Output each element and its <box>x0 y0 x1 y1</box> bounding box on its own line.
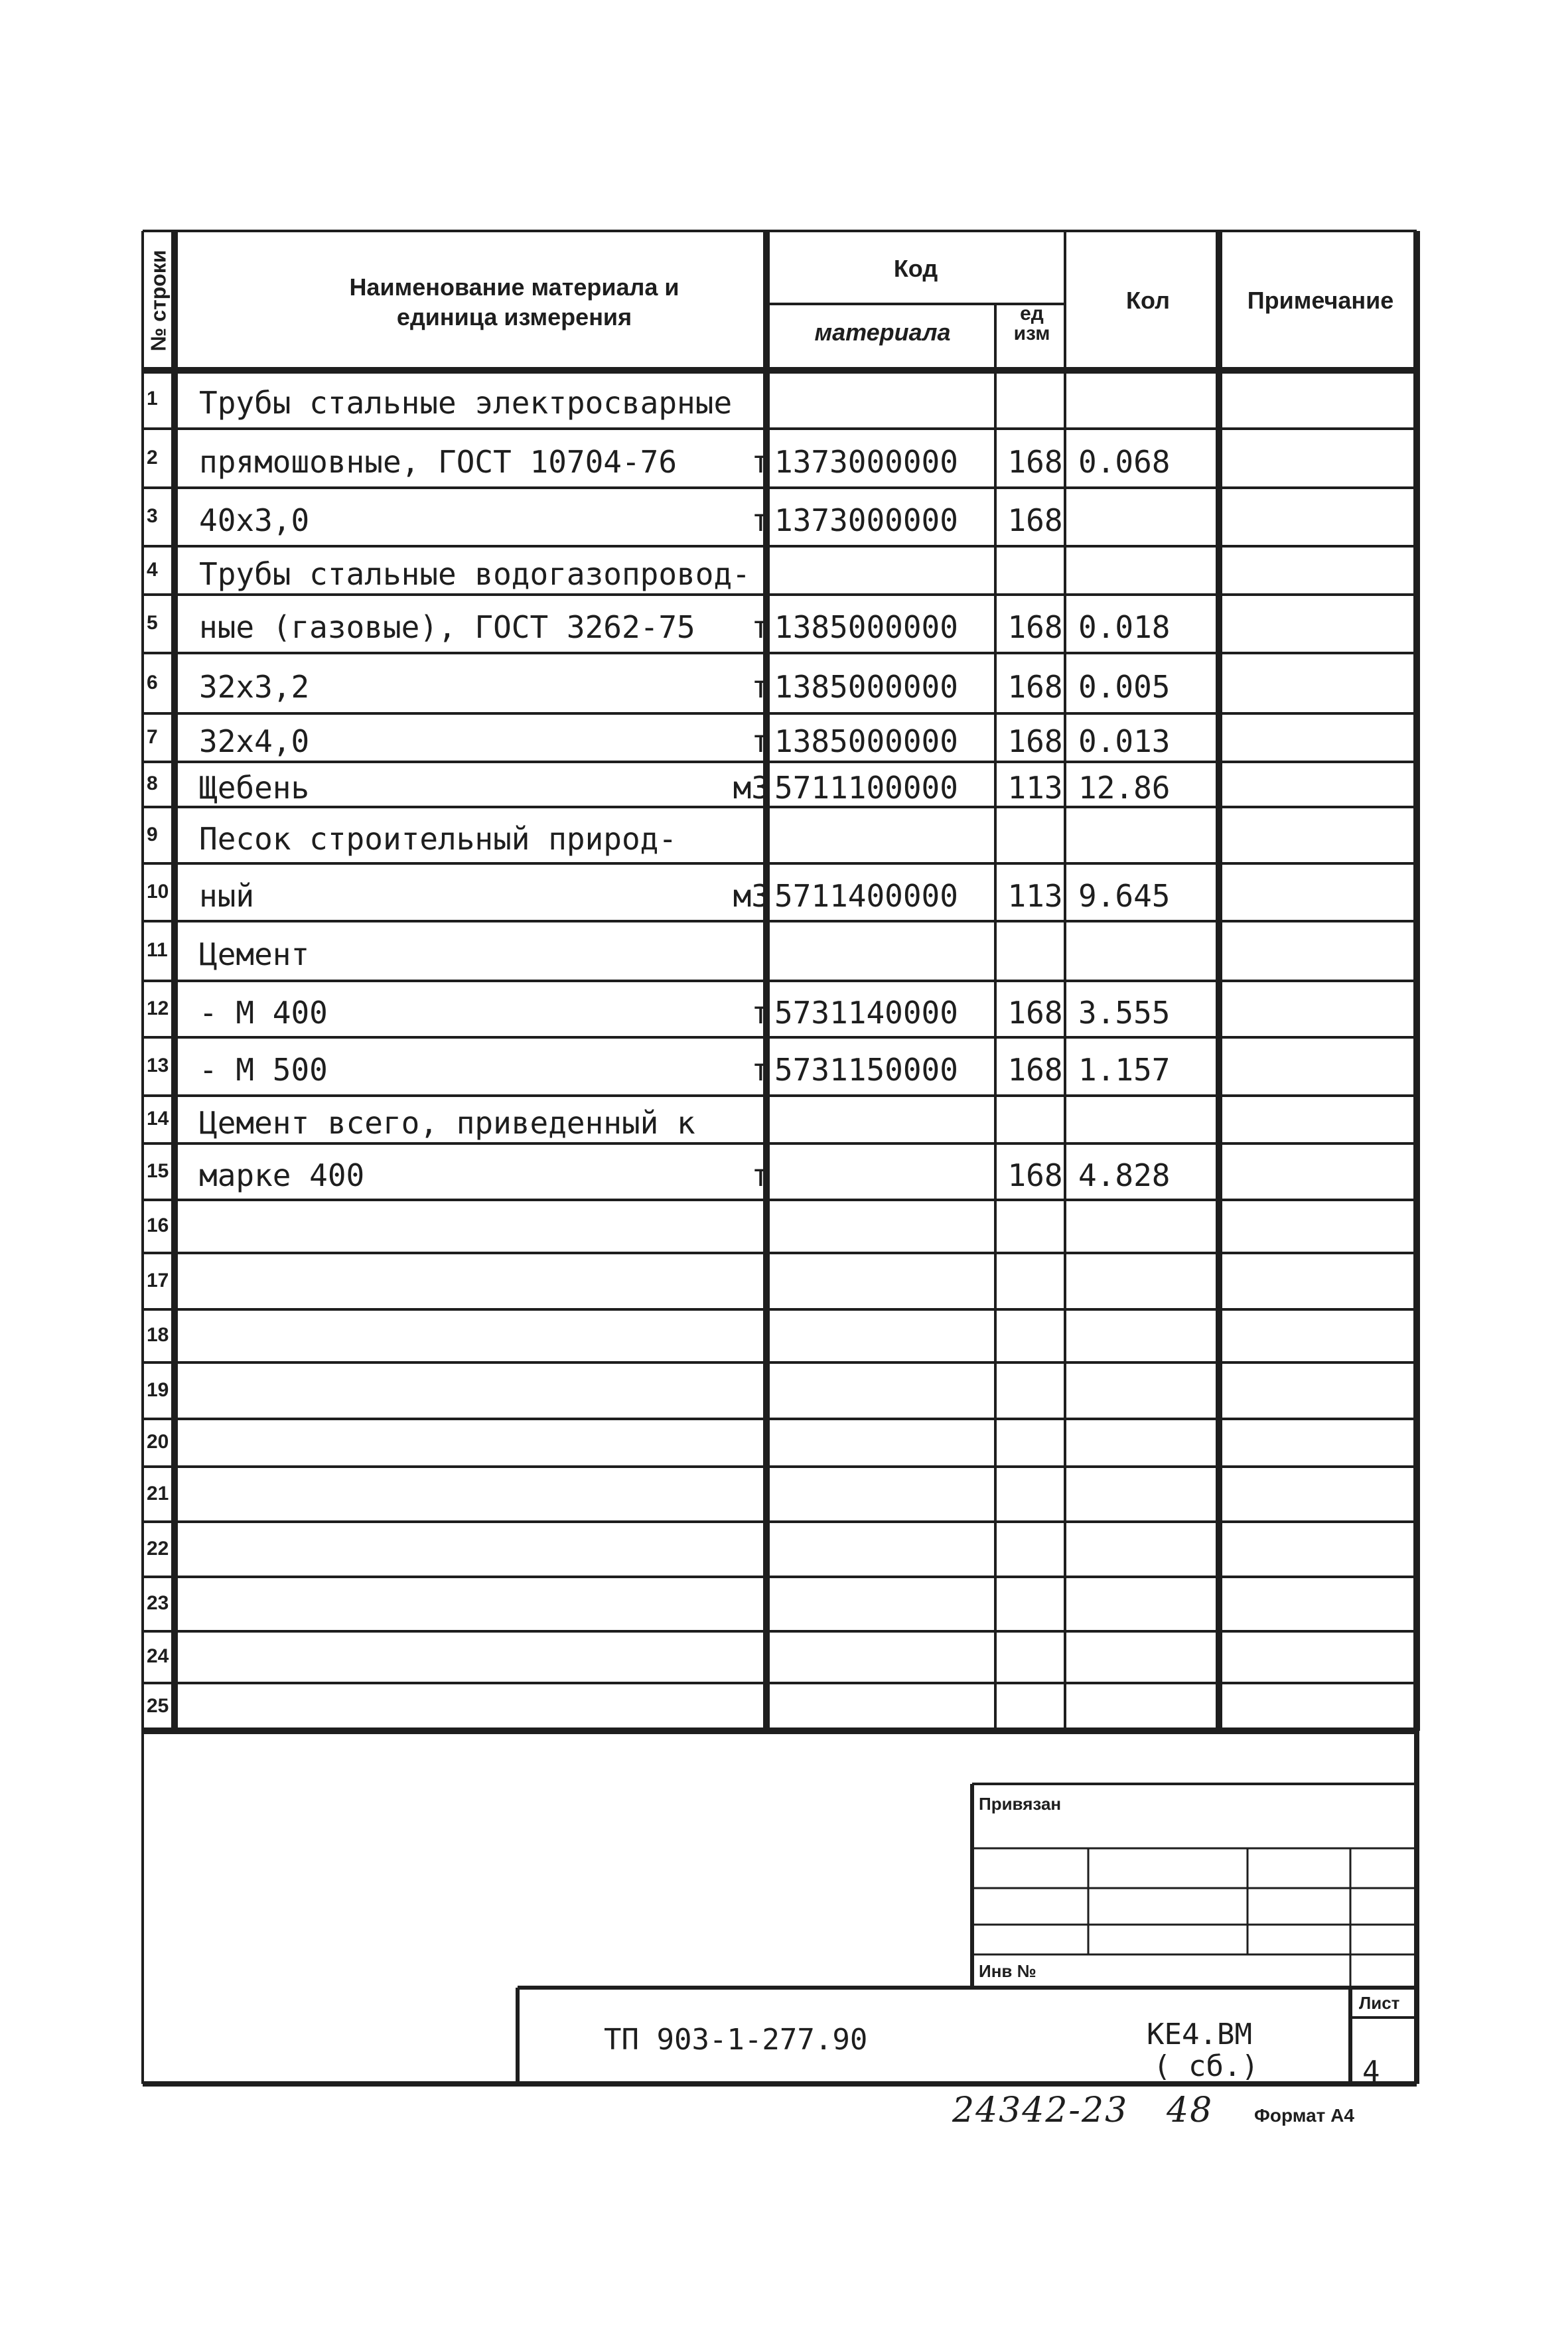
paper-format: Формат А4 <box>1254 2105 1354 2126</box>
unit-code-header-line1: ед <box>1020 303 1044 325</box>
unit: т <box>751 444 770 480</box>
quantity: 1.157 <box>1078 1052 1171 1088</box>
quantity: 3.555 <box>1078 995 1171 1031</box>
row-number: 23 <box>147 1592 169 1614</box>
row-number: 14 <box>147 1108 169 1130</box>
material-name: 32х3,2 <box>199 669 310 705</box>
quantity: 0.068 <box>1078 444 1171 480</box>
table-row <box>143 1362 1417 1419</box>
table-row <box>143 370 1417 429</box>
quantity: 12.86 <box>1078 770 1171 806</box>
table-row <box>143 429 1417 488</box>
table-row <box>143 762 1417 807</box>
row-number: 4 <box>147 559 158 581</box>
unit: т <box>751 669 770 705</box>
material-name: Цемент <box>199 936 310 972</box>
page-number: 48 <box>1167 2091 1214 2130</box>
unit-code: 168 <box>1007 995 1063 1031</box>
material-code: 1385000000 <box>774 723 958 759</box>
unit-code: 168 <box>1007 609 1063 645</box>
quantity: 4.828 <box>1078 1157 1171 1193</box>
row-number: 13 <box>147 1055 169 1076</box>
quantity: 9.645 <box>1078 878 1171 914</box>
table-row <box>143 1143 1417 1200</box>
quantity-header: Кол <box>1126 287 1170 314</box>
row-number: 2 <box>147 447 158 469</box>
unit-code: 168 <box>1007 1157 1063 1193</box>
unit: т <box>751 723 770 759</box>
material-name: 40х3,0 <box>199 502 310 538</box>
table-row <box>143 595 1417 653</box>
row-number: 5 <box>147 612 158 634</box>
table-row <box>143 1253 1417 1309</box>
material-name: Песок строительный природ- <box>199 821 677 857</box>
table-row <box>143 1577 1417 1631</box>
material-code: 1385000000 <box>774 669 958 705</box>
unit-code: 168 <box>1007 1052 1063 1088</box>
row-number: 7 <box>147 726 158 748</box>
material-name: ный <box>199 878 255 914</box>
row-number: 12 <box>147 997 169 1019</box>
material-code: 1385000000 <box>774 609 958 645</box>
table-row <box>143 1522 1417 1577</box>
unit-code: 113 <box>1007 770 1063 806</box>
project-code: ТП 903-1-277.90 <box>604 2023 868 2057</box>
material-name: Цемент всего, приведенный к <box>199 1105 695 1141</box>
unit-code-header <box>999 304 1065 344</box>
unit: т <box>751 1157 770 1193</box>
row-number: 24 <box>147 1645 169 1667</box>
material-name: - М 500 <box>199 1052 328 1088</box>
row-number: 17 <box>147 1270 169 1291</box>
name-column-header-line2: единица измерения <box>396 303 632 331</box>
sheet-label: Лист <box>1359 1993 1400 2013</box>
row-number: 20 <box>147 1431 169 1453</box>
table-row <box>143 1200 1417 1253</box>
row-number: 19 <box>147 1379 169 1401</box>
table-row <box>143 863 1417 921</box>
name-column-header-line1: Наименование материала и <box>349 273 679 301</box>
material-specification-table <box>143 231 1417 1731</box>
row-number: 9 <box>147 824 158 845</box>
row-number: 6 <box>147 672 158 694</box>
table-row <box>143 1096 1417 1143</box>
material-name: ные (газовые), ГОСТ 3262-75 <box>199 609 695 645</box>
code-group-header: Код <box>893 255 938 282</box>
material-code: 5731150000 <box>774 1052 958 1088</box>
row-number: 3 <box>147 505 158 527</box>
material-code: 5731140000 <box>774 995 958 1031</box>
material-name: прямошовные, ГОСТ 10704-76 <box>199 444 677 480</box>
table-row <box>143 807 1417 863</box>
material-code: 5711400000 <box>774 878 958 914</box>
unit-code: 168 <box>1007 444 1063 480</box>
row-number: 21 <box>147 1483 169 1505</box>
table-row <box>143 1419 1417 1467</box>
row-number: 25 <box>147 1695 169 1717</box>
table-row <box>143 546 1417 595</box>
row-number-header <box>143 231 175 370</box>
row-number: 16 <box>147 1214 169 1236</box>
unit-code: 168 <box>1007 723 1063 759</box>
unit: м3 <box>733 770 770 806</box>
inventory-number-label: Инв № <box>979 1961 1036 1981</box>
row-number: 10 <box>147 881 169 903</box>
row-number: 11 <box>147 939 168 961</box>
unit: т <box>751 609 770 645</box>
table-row <box>143 921 1417 981</box>
material-name: - М 400 <box>199 995 328 1031</box>
row-number: 8 <box>147 772 158 794</box>
material-name: Трубы стальные электросварные <box>199 385 733 421</box>
name-column-header <box>182 272 846 332</box>
unit-code: 168 <box>1007 502 1063 538</box>
row-number: 15 <box>147 1160 169 1182</box>
row-number: 18 <box>147 1324 169 1346</box>
table-row <box>143 713 1417 762</box>
table-row <box>143 1631 1417 1683</box>
quantity: 0.005 <box>1078 669 1171 705</box>
row-number-header-label: № строки <box>146 250 171 352</box>
table-row <box>143 488 1417 546</box>
unit: т <box>751 995 770 1031</box>
drawing-mark-sub: ( сб.) <box>1153 2049 1259 2083</box>
archive-number: 24342-23 <box>952 2091 1129 2130</box>
table-row <box>143 653 1417 713</box>
unit: м3 <box>733 878 770 914</box>
unit: т <box>751 1052 770 1088</box>
table-row <box>143 1309 1417 1362</box>
material-code: 1373000000 <box>774 502 958 538</box>
material-name: марке 400 <box>199 1157 365 1193</box>
drawing-mark: КЕ4.ВМ <box>1147 2018 1252 2051</box>
unit-code: 113 <box>1007 878 1063 914</box>
unit: т <box>751 502 770 538</box>
material-name: Трубы стальные водогазопровод- <box>199 556 750 592</box>
material-code: 1373000000 <box>774 444 958 480</box>
table-row <box>143 1467 1417 1522</box>
quantity: 0.018 <box>1078 609 1171 645</box>
material-code: 5711100000 <box>774 770 958 806</box>
material-name: 32х4,0 <box>199 723 310 759</box>
sheet-number: 4 <box>1362 2055 1380 2089</box>
material-name: Щебень <box>199 770 310 806</box>
bound-label: Привязан <box>979 1794 1062 1814</box>
material-code-header: материала <box>814 319 951 346</box>
note-header: Примечание <box>1247 287 1394 314</box>
table-row <box>143 1037 1417 1096</box>
unit-code-header-line2: изм <box>1013 323 1050 344</box>
quantity: 0.013 <box>1078 723 1171 759</box>
table-row <box>143 981 1417 1037</box>
row-number: 1 <box>147 388 158 409</box>
row-number: 22 <box>147 1538 169 1560</box>
table-row <box>143 1683 1417 1731</box>
unit-code: 168 <box>1007 669 1063 705</box>
